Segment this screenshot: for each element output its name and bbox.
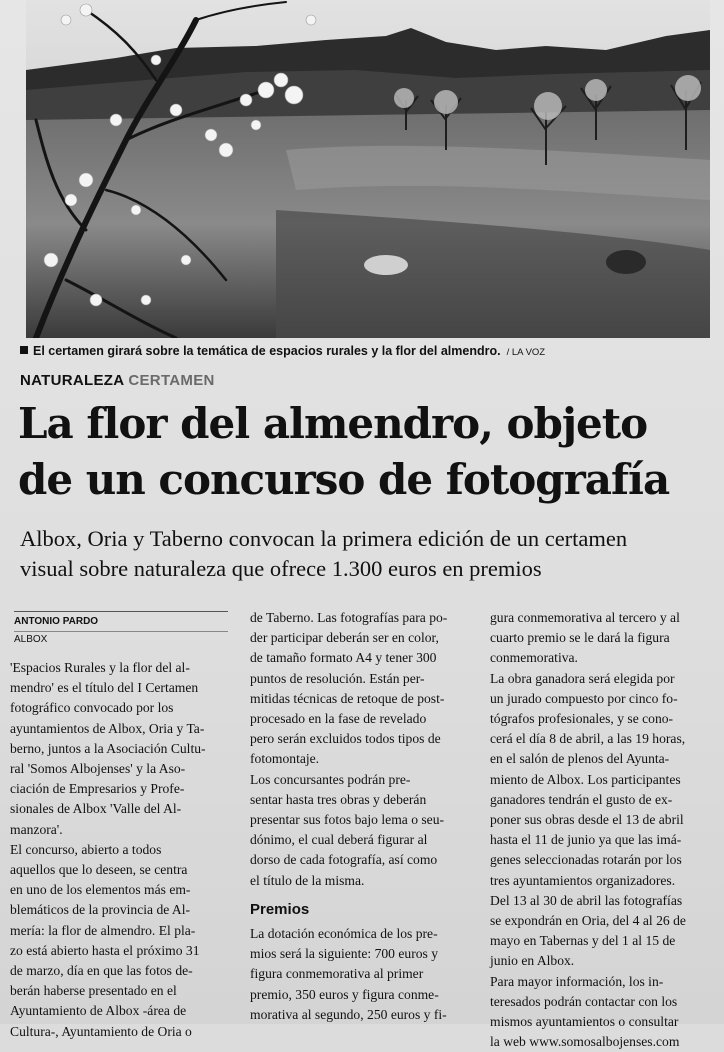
- text-line: mayo en Tabernas y del 1 al 15 de: [490, 933, 676, 949]
- kicker-section: NATURALEZA: [20, 372, 125, 389]
- text-line: genes seleccionadas rotarán por los: [490, 852, 682, 868]
- text-line: un jurado compuesto por cinco fo-: [490, 690, 678, 706]
- text-line: de marzo, día en que las fotos de-: [10, 963, 193, 979]
- text-line: La dotación económica de los pre-: [250, 926, 438, 942]
- text-line: junio en Albox.: [490, 953, 575, 969]
- text-line: mismos ayuntamientos o consultar: [490, 1014, 679, 1030]
- text-line: pero serán excluidos todos tipos de: [250, 731, 441, 747]
- text-line: La obra ganadora será elegida por: [490, 670, 675, 686]
- text-line: conmemorativa.: [490, 650, 578, 666]
- text-line: ral 'Somos Albojenses' y la Aso-: [10, 761, 186, 777]
- text-line: la web www.somosalbojenses.com: [490, 1034, 680, 1050]
- text-line: de tamaño formato A4 y tener 300: [250, 650, 437, 666]
- text-line: blemáticos de la provincia de Al-: [10, 902, 191, 918]
- byline-author: ANTONIO PARDO: [14, 616, 99, 627]
- text-line: sentar hasta tres obras y deberán: [250, 791, 427, 807]
- text-line: figura conmemorativa al primer: [250, 966, 424, 982]
- subheadline-line-1: Albox, Oria y Taberno convocan la primera edición de un certamen: [20, 526, 628, 551]
- text-line: berno, juntos a la Asociación Cultu-: [10, 740, 206, 756]
- text-line: mendro' es el título del I Certamen: [10, 680, 199, 696]
- subheadline-line-2: visual sobre naturaleza que ofrece 1.300 euros en premios: [20, 556, 542, 581]
- text-line: ganadores tendrán el gusto de ex-: [490, 791, 673, 807]
- photo-caption: [20, 344, 710, 358]
- byline-place: ALBOX: [14, 631, 228, 646]
- headline-line-2: de un concurso de fotografía: [18, 455, 670, 504]
- text-line: presentar sus fotos bajo lema o seu-: [250, 812, 445, 828]
- text-line: procesado en la fase de revelado: [250, 711, 427, 727]
- text-line: manzora'.: [10, 821, 63, 837]
- text-line: fotomontaje.: [250, 751, 320, 767]
- text-line: cerá el día 8 de abril, a las 19 horas,: [490, 731, 686, 747]
- text-line: puntos de resolución. Están per-: [250, 670, 425, 686]
- article-column-1: [10, 658, 238, 1042]
- text-line: berán haberse presentado en el: [10, 983, 177, 999]
- subheadline: [20, 524, 720, 584]
- text-line: dorso de cada fotografía, así como: [250, 852, 438, 868]
- text-line: Cultura-, Ayuntamiento de Oria o: [10, 1023, 192, 1039]
- headline-line-1: La flor del almendro, objeto: [18, 399, 648, 448]
- text-line: hasta el 11 de junio ya que las imá-: [490, 832, 682, 848]
- text-line: miento de Albox. Los participantes: [490, 771, 681, 787]
- text-line: Ayuntamiento de Albox -área de: [10, 1003, 187, 1019]
- text-line: sionales de Albox 'Valle del Al-: [10, 801, 182, 817]
- section-kicker: [20, 372, 215, 389]
- text-line: de Taberno. Las fotografías para po-: [250, 610, 448, 625]
- text-line: 'Espacios Rurales y la flor del al-: [10, 660, 190, 675]
- text-line: der participar deberán ser en color,: [250, 630, 439, 646]
- text-line: se expondrán en Oria, del 4 al 26 de: [490, 913, 686, 929]
- text-line: mitidas técnicas de retoque de post-: [250, 690, 445, 706]
- text-line: dónimo, el cual deberá figurar al: [250, 832, 428, 848]
- text-line: Del 13 al 30 de abril las fotografías: [490, 892, 683, 908]
- kicker-topic: CERTAMEN: [128, 372, 215, 389]
- text-line: el título de la misma.: [250, 872, 365, 888]
- text-line: fotográfico convocado por los: [10, 700, 174, 716]
- text-line: gura conmemorativa al tercero y al: [490, 610, 680, 625]
- text-line: premio, 350 euros y figura conme-: [250, 986, 439, 1002]
- text-line: tres ayuntamientos organizadores.: [490, 872, 676, 888]
- text-line: mería: la flor de almendro. El pla-: [10, 922, 196, 938]
- text-line: teresados podrán contactar con los: [490, 993, 678, 1009]
- text-line: tógrafos profesionales, y se cono-: [490, 711, 674, 727]
- text-line: cuarto premio se le dará la figura: [490, 630, 670, 646]
- text-line: poner sus obras desde el 13 de abril: [490, 812, 684, 828]
- caption-text: El certamen girará sobre la temática de espacios rurales y la flor del almendro.: [33, 344, 501, 358]
- text-line: en el salón de plenos del Ayunta-: [490, 751, 670, 767]
- text-line: Los concursantes podrán pre-: [250, 771, 411, 787]
- article-column-3: [490, 608, 718, 1052]
- text-line: ciación de Empresarios y Profe-: [10, 781, 185, 797]
- almond-blossom-photo: [26, 0, 710, 338]
- text-line: en uno de los elementos más em-: [10, 882, 191, 898]
- photo-credit: / LA VOZ: [506, 347, 546, 358]
- text-line: zo está abierto hasta el próximo 31: [10, 942, 200, 958]
- article-column-2: [250, 608, 476, 1025]
- text-line: mios será la siguiente: 700 euros y: [250, 946, 439, 962]
- headline: [18, 396, 718, 508]
- byline: [14, 611, 228, 646]
- text-line: ayuntamientos de Albox, Oria y Ta-: [10, 720, 205, 736]
- caption-bullet-icon: [20, 346, 28, 354]
- text-line: aquellos que lo deseen, se centra: [10, 862, 188, 878]
- premios-subtitle: Premios: [250, 900, 310, 918]
- text-line: Para mayor información, los in-: [490, 973, 664, 989]
- text-line: morativa al segundo, 250 euros y fi-: [250, 1006, 447, 1022]
- text-line: El concurso, abierto a todos: [10, 841, 162, 857]
